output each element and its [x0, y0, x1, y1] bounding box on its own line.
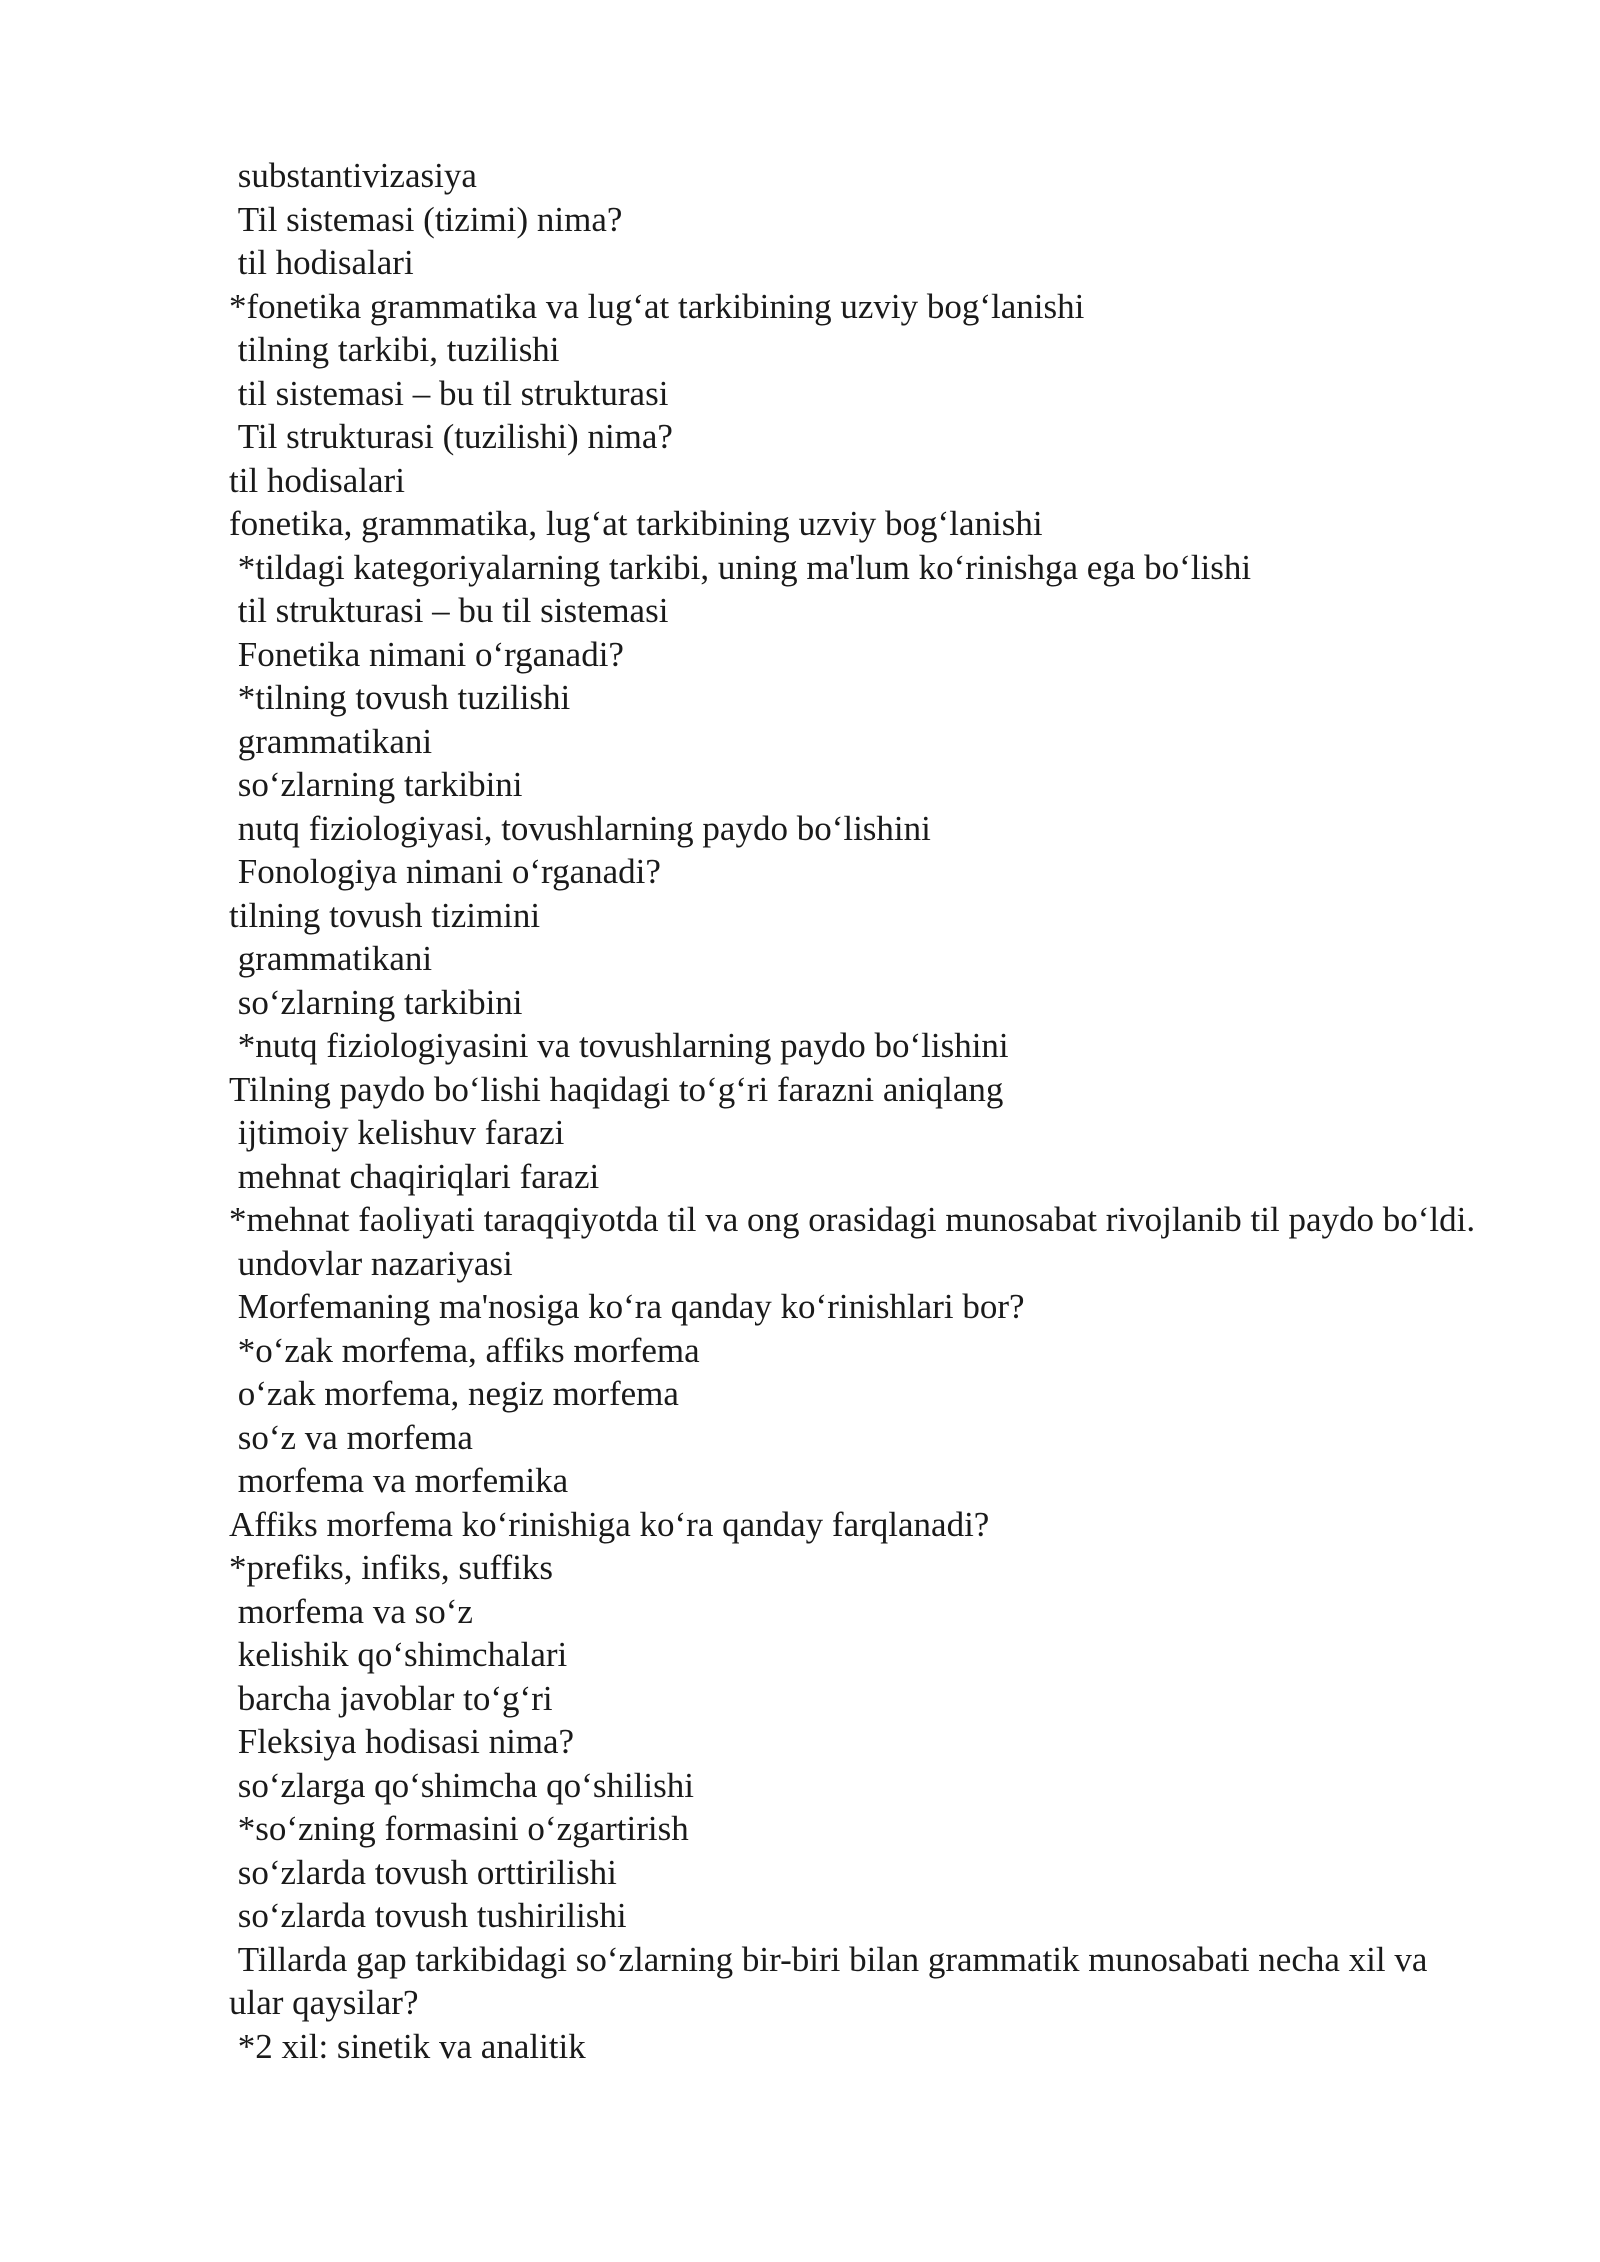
- text-line: so‘zlarda tovush tushirilishi: [229, 1896, 627, 1935]
- text-line: til hodisalari: [229, 243, 414, 282]
- text-line: morfema va morfemika: [229, 1461, 569, 1500]
- text-line: *o‘zak morfema, affiks morfema: [229, 1330, 700, 1370]
- text-line: grammatikani: [229, 721, 433, 761]
- text-line: undovlar nazariyasi: [229, 1243, 513, 1283]
- text-line: grammatikani: [229, 939, 433, 978]
- text-line: morfema va so‘z: [229, 1591, 473, 1631]
- text-line: ijtimoiy kelishuv farazi: [229, 1113, 565, 1152]
- text-line: so‘z va morfema: [229, 1417, 473, 1457]
- document-text-block: [229, 154, 1489, 2068]
- text-line: fonetika, grammatika, lug‘at tarkibining uzviy bog‘lanishi: [229, 504, 1043, 543]
- text-line: til sistemasi – bu til strukturasi: [229, 373, 669, 413]
- text-line: *tilning tovush tuzilishi: [229, 678, 571, 717]
- text-line: Morfemaning ma'nosiga ko‘ra qanday ko‘rinishlari bor?: [229, 1287, 1025, 1326]
- text-line: o‘zak morfema, negiz morfema: [229, 1374, 679, 1413]
- text-line: tilning tovush tizimini: [229, 895, 541, 935]
- text-line: so‘zlarda tovush orttirilishi: [229, 1852, 617, 1892]
- text-line: Fleksiya hodisasi nima?: [229, 1722, 575, 1761]
- text-line: *prefiks, infiks, suffiks: [229, 1548, 554, 1587]
- text-line: mehnat chaqiriqlari farazi: [229, 1156, 600, 1196]
- text-line: tilning tarkibi, tuzilishi: [229, 330, 560, 369]
- text-line: kelishik qo‘shimchalari: [229, 1635, 568, 1674]
- text-line: *so‘zning formasini o‘zgartirish: [229, 1809, 689, 1848]
- text-line: til strukturasi – bu til sistemasi: [229, 591, 669, 630]
- text-line: Til strukturasi (tuzilishi) nima?: [229, 417, 673, 456]
- text-line: *nutq fiziologiyasini va tovushlarning paydo bo‘lishini: [229, 1026, 1009, 1065]
- text-line: barcha javoblar to‘g‘ri: [229, 1678, 553, 1718]
- text-line: so‘zlarga qo‘shimcha qo‘shilishi: [229, 1765, 694, 1805]
- text-line: Til sistemasi (tizimi) nima?: [229, 199, 623, 239]
- text-line: Tilning paydo bo‘lishi haqidagi to‘g‘ri farazni aniqlang: [229, 1069, 1004, 1109]
- text-line: Fonologiya nimani o‘rganadi?: [229, 852, 661, 891]
- text-line: Fonetika nimani o‘rganadi?: [229, 634, 624, 674]
- text-line: *mehnat faoliyati taraqqiyotda til va ong orasidagi munosabat rivojlanib til paydo bo‘ldi.: [229, 1200, 1476, 1239]
- text-line: *fonetika grammatika va lug‘at tarkibining uzviy bog‘lanishi: [229, 286, 1085, 326]
- text-line: so‘zlarning tarkibini: [229, 982, 523, 1022]
- text-line: til hodisalari: [229, 460, 405, 500]
- text-line: *tildagi kategoriyalarning tarkibi, uning ma'lum ko‘rinishga ega bo‘lishi: [229, 547, 1252, 587]
- text-line: so‘zlarning tarkibini: [229, 765, 523, 804]
- text-line: Tillarda gap tarkibidagi so‘zlarning bir-biri bilan grammatik munosabati necha xil va ular qaysilar?: [229, 1939, 1437, 2022]
- text-line: nutq fiziologiyasi, tovushlarning paydo bo‘lishini: [229, 808, 931, 848]
- text-line: substantivizasiya: [229, 156, 477, 195]
- text-line: *2 xil: sinetik va analitik: [229, 2026, 586, 2066]
- text-line: Affiks morfema ko‘rinishiga ko‘ra qanday farqlanadi?: [229, 1504, 990, 1544]
